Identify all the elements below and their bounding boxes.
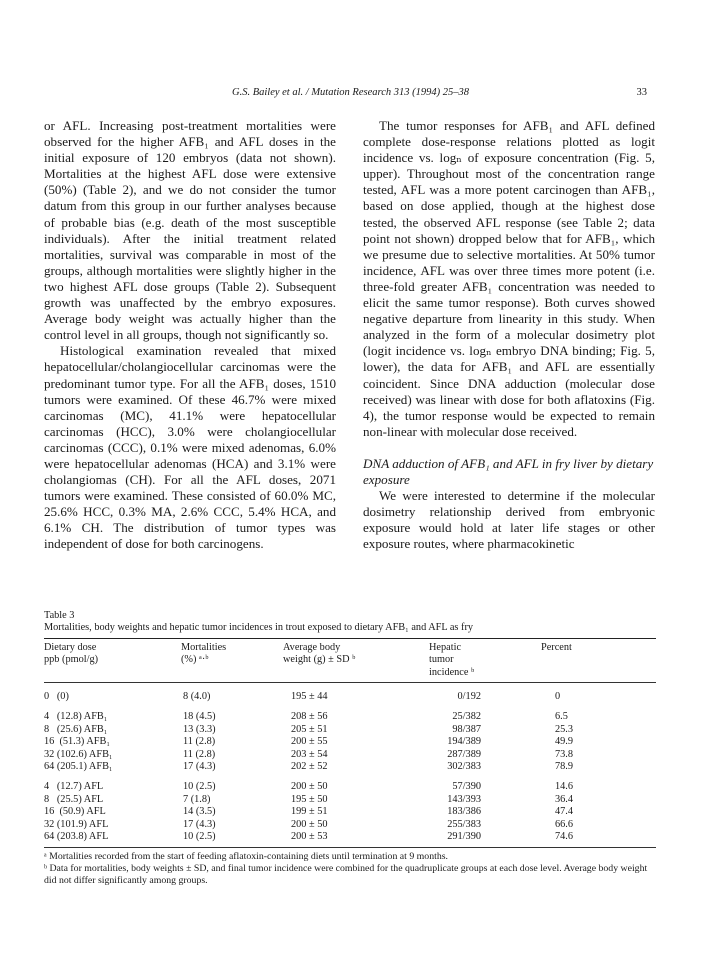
cell-incidence: 255/383 <box>447 818 481 830</box>
running-title: G.S. Bailey et al. / Mutation Research 313 (1994) 25–38 <box>232 87 469 98</box>
cell-body-weight: 202 ± 52 <box>291 761 328 773</box>
table-row <box>44 819 656 831</box>
cell-incidence: 25/382 <box>452 711 481 723</box>
table-row <box>44 683 656 703</box>
table-row <box>44 806 656 818</box>
table-row <box>44 761 656 773</box>
cell-mortalities: 10 (2.5) <box>183 781 216 793</box>
cell-body-weight: 200 ± 53 <box>291 831 328 843</box>
cell-percent: 73.8 <box>555 748 574 760</box>
cell-body-weight: 200 ± 50 <box>291 781 328 793</box>
left-paragraph-2: Histological examination revealed that mixed hepatocellular/cholangiocellular carcinomas were the predominant tumor type. For all the AFB₁ doses, 1510 tumors were examined. Of these 46.7% were mixed carcinomas (MC), 41.1% were hepatocellular carcinomas (HCC), 3.0% were cholangiocellular carcinomas (CCC), 0.1% were mixed adenomas, 6.0% were hepatocellular adenomas (HCA) and 3.1% were cholangiomas (CH). For all the AFL doses, 2071 tumors were examined. These consisted of 60.0% MC, 25.6% HCC, 0.3% MA, 2.6% CCC, 5.4% HCA, and 6.1% CH. The distribution of tumor types was independent of dose for both carcinogens. <box>44 343 336 552</box>
cell-mortalities: 10 (2.5) <box>183 831 216 843</box>
header-percent: Percent <box>541 641 572 653</box>
right-paragraph-2: We were interested to determine if the molecular dosimetry relationship derived from embryonic exposure would hold at later life stages or other exposure routes, where pharmacokinetic <box>363 488 655 552</box>
cell-incidence: 0/192 <box>457 691 481 703</box>
cell-incidence: 287/389 <box>447 748 481 760</box>
cell-percent: 0 <box>555 691 561 703</box>
cell-percent: 74.6 <box>555 831 574 843</box>
table-caption-text: Mortalities, body weights and hepatic tumor incidences in trout exposed to dietary AFB₁ and AFL as fry <box>44 622 474 634</box>
running-header <box>0 87 701 101</box>
table-footnotes <box>44 851 656 888</box>
cell-dose: 16 (51.3) AFB₁ <box>44 736 110 748</box>
cell-mortalities: 11 (2.8) <box>183 736 216 748</box>
table-caption <box>44 610 656 635</box>
right-paragraph-1: The tumor responses for AFB₁ and AFL defined complete dose-response relations plotted as logit incidence vs. logₙ of exposure concentration (Fig. 5, upper). Throughout most of the concentration range tested, AFL was a more potent carcinogen than AFB₁, based on dose applied, though at the highest dose tested, the observed AFL response (see Table 2; data point not shown) dropped below that for AFB₁, which we presume due to selective mortalities. At 50% tumor incidence, AFL was over three times more potent (i.e. three-fold greater AFB₁ concentration was needed to elicit the same tumor response). Both curves showed negative departure from linearity in this study. When analyzed in the form of a molecular dosimetry plot (logit incidence vs. logₙ embryo DNA binding; Fig. 5, lower), the data for AFB₁ and AFL are essentially coincident. Since DNA adduction (molecular dose received) was linear with dose for both aflatoxins (Fig. 4), the tumor response would be expected to remain non-linear with molecular dose received. <box>363 118 655 439</box>
cell-mortalities: 13 (3.3) <box>183 723 216 735</box>
cell-percent: 49.9 <box>555 736 574 748</box>
table-3 <box>44 610 656 888</box>
footnote-b: ᵇ Data for mortalities, body weights ± SD, and final tumor incidence were combined for the quadruplicate groups at each dose level. Average body weight did not differ significantly among groups. <box>44 862 648 887</box>
footnote-a: ᵃ Mortalities recorded from the start of feeding aflatoxin-containing diets until termination at 9 months. <box>44 850 448 862</box>
cell-body-weight: 205 ± 51 <box>291 723 328 735</box>
cell-dose: 8 (25.5) AFL <box>44 793 104 805</box>
table-bottom-rule <box>44 847 656 848</box>
cell-incidence: 143/393 <box>447 793 481 805</box>
header-mortalities: Mortalities (%) ᵃ·ᵇ <box>181 641 227 666</box>
cell-dose: 8 (25.6) AFB₁ <box>44 723 108 735</box>
table-header-row <box>44 639 656 682</box>
cell-body-weight: 200 ± 50 <box>291 818 328 830</box>
table-body <box>44 683 656 843</box>
cell-percent: 47.4 <box>555 806 574 818</box>
cell-dose: 0 (0) <box>44 691 69 703</box>
cell-incidence: 194/389 <box>447 736 481 748</box>
cell-percent: 14.6 <box>555 781 574 793</box>
table-row <box>44 736 656 748</box>
cell-dose: 32 (101.9) AFL <box>44 818 109 830</box>
cell-percent: 36.4 <box>555 793 574 805</box>
cell-dose: 4 (12.7) AFL <box>44 781 104 793</box>
data-table <box>44 639 656 844</box>
cell-body-weight: 208 ± 56 <box>291 711 328 723</box>
section-subheading: DNA adduction of AFB₁ and AFL in fry liver by dietary exposure <box>363 455 654 487</box>
cell-body-weight: 203 ± 54 <box>291 748 328 760</box>
cell-body-weight: 199 ± 51 <box>291 806 328 818</box>
cell-dose: 4 (12.8) AFB₁ <box>44 711 108 723</box>
table-row <box>44 831 656 843</box>
cell-mortalities: 7 (1.8) <box>183 793 211 805</box>
table-row <box>44 794 656 806</box>
cell-percent: 78.9 <box>555 761 574 773</box>
cell-incidence: 291/390 <box>447 831 481 843</box>
cell-mortalities: 14 (3.5) <box>183 806 216 818</box>
header-body-weight: Average body weight (g) ± SD ᵇ <box>283 641 356 666</box>
cell-percent: 25.3 <box>555 723 574 735</box>
table-row <box>44 749 656 761</box>
header-tumor-incidence: Hepatic tumor incidence ᵇ <box>429 641 475 678</box>
cell-mortalities: 17 (4.3) <box>183 761 216 773</box>
cell-body-weight: 195 ± 44 <box>291 691 328 703</box>
cell-body-weight: 195 ± 50 <box>291 793 328 805</box>
left-paragraph-1: or AFL. Increasing post-treatment mortalities were observed for the higher AFB₁ and AFL doses in the initial exposure of 120 embryos (data not shown). Mortalities at the highest AFL dose were extensive (50%) (Table 2), and we do not consider the tumor datum from this group in our further analyses because of probable bias (e.g. death of the most susceptible individuals). After the initial treatment related mortalities, survival was comparable in most of the groups, although mortalities were slightly higher in the two highest AFL dose groups (Table 2). Subsequent growth was unaffected by the embryo exposures. Average body weight was actually higher than the control level in all groups, though not significantly so. <box>44 118 336 343</box>
cell-body-weight: 200 ± 55 <box>291 736 328 748</box>
cell-percent: 6.5 <box>555 711 568 723</box>
cell-incidence: 98/387 <box>452 723 481 735</box>
page-number: 33 <box>636 87 647 98</box>
cell-mortalities: 17 (4.3) <box>183 818 216 830</box>
cell-dose: 64 (203.8) AFL <box>44 831 109 843</box>
table-row <box>44 773 656 793</box>
table-label: Table 3 <box>44 610 75 621</box>
cell-incidence: 302/383 <box>447 761 481 773</box>
cell-dose: 32 (102.6) AFB₁ <box>44 748 113 760</box>
header-dietary-dose: Dietary dose ppb (pmol/g) <box>44 641 99 666</box>
cell-percent: 66.6 <box>555 818 574 830</box>
cell-dose: 16 (50.9) AFL <box>44 806 106 818</box>
cell-mortalities: 8 (4.0) <box>183 691 211 703</box>
cell-mortalities: 11 (2.8) <box>183 748 216 760</box>
left-column <box>44 118 336 553</box>
cell-incidence: 183/386 <box>447 806 481 818</box>
table-row <box>44 724 656 736</box>
cell-dose: 64 (205.1) AFB₁ <box>44 761 113 773</box>
cell-incidence: 57/390 <box>452 781 481 793</box>
right-column <box>363 118 655 552</box>
cell-mortalities: 18 (4.5) <box>183 711 216 723</box>
table-row <box>44 703 656 723</box>
